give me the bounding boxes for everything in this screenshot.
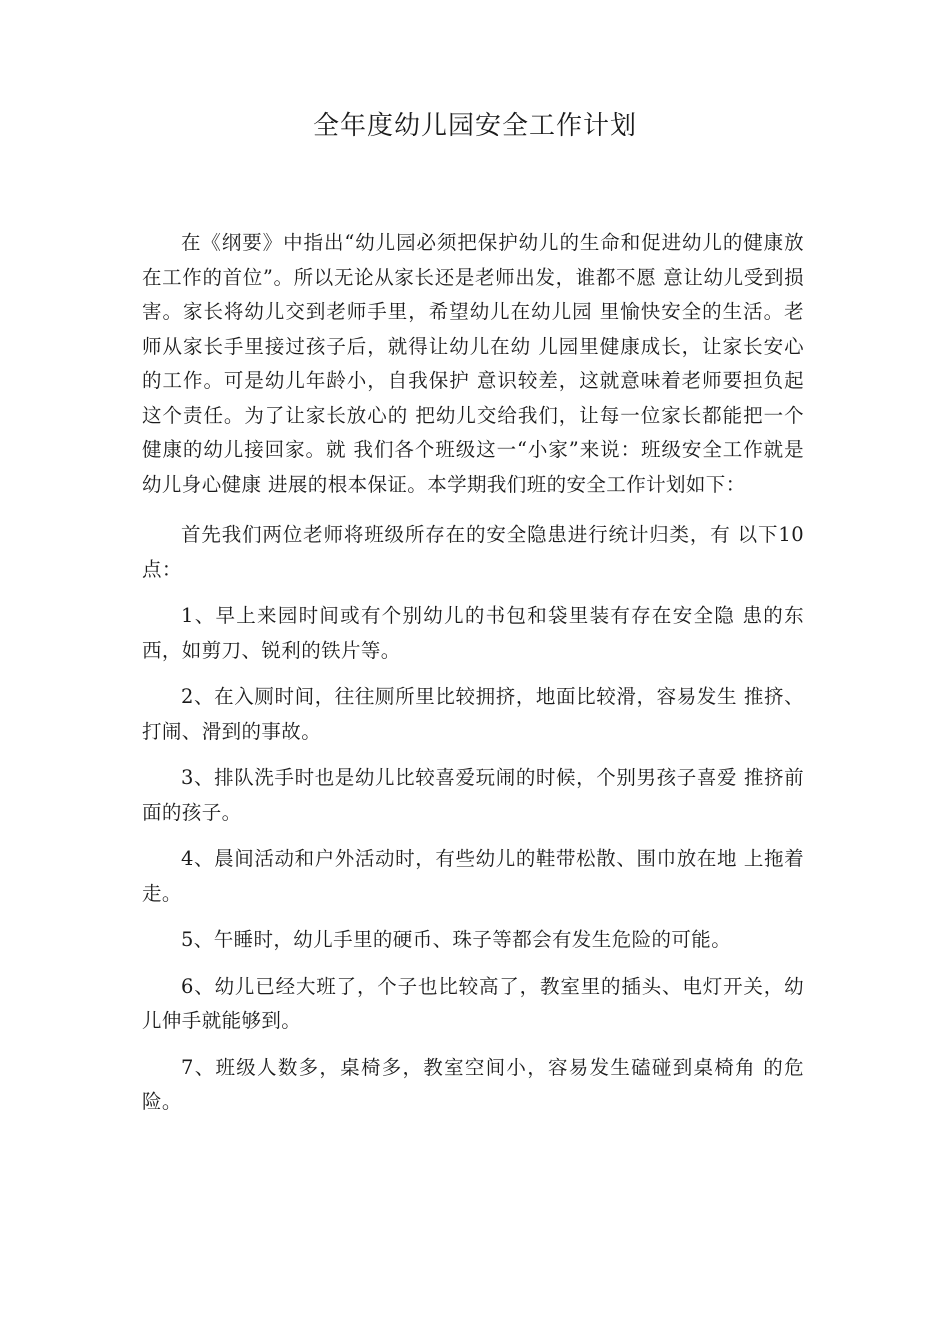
hazard-item-6: 6、幼儿已经大班了，个子也比较高了，教室里的插头、电灯开关，幼儿伸手就能够到。 bbox=[142, 974, 804, 1032]
hazard-item-7: 7、班级人数多，桌椅多，教室空间小，容易发生磕碰到桌椅角 的危险。 bbox=[142, 1055, 804, 1113]
hazard-item-2: 2、在入厕时间，往往厕所里比较拥挤，地面比较滑，容易发生 推挤、打闹、滑到的事故。 bbox=[142, 685, 804, 743]
hazard-item-4: 4、晨间活动和户外活动时，有些幼儿的鞋带松散、围巾放在地 上拖着走。 bbox=[142, 847, 804, 905]
document-body bbox=[142, 226, 804, 1132]
summary-paragraph: 首先我们两位老师将班级所存在的安全隐患进行统计归类，有 以下10点： bbox=[142, 523, 804, 581]
hazard-item-3: 3、排队洗手时也是幼儿比较喜爱玩闹的时候，个别男孩子喜爱 推挤前面的孩子。 bbox=[142, 766, 804, 824]
hazard-item-1: 1、早上来园时间或有个别幼儿的书包和袋里装有存在安全隐 患的东西，如剪刀、锐利的铁片等。 bbox=[142, 604, 804, 662]
intro-paragraph: 在《纲要》中指出“幼儿园必须把保护幼儿的生命和促进幼儿的健康放在工作的首位”。所以无论从家长还是老师出发，谁都不愿 意让幼儿受到损害。家长将幼儿交到老师手里，希望幼儿在幼儿园 里愉快安全的生活。老师从家长手里接过孩子后，就得让幼儿在幼 儿园里健康成长，让家长安心的工作。可是幼儿年龄小，自我保护 意识较差，这就意味着老师要担负起这个责任。为了让家长放心的 把幼儿交给我们，让每一位家长都能把一个健康的幼儿接回家。就 我们各个班级这一“小家”来说：班级安全工作就是幼儿身心健康 进展的根本保证。本学期我们班的安全工作计划如下： bbox=[142, 231, 804, 496]
document-title: 全年度幼儿园安全工作计划 bbox=[312, 111, 637, 141]
hazard-item-5: 5、午睡时，幼儿手里的硬币、珠子等都会有发生危险的可能。 bbox=[181, 928, 732, 951]
